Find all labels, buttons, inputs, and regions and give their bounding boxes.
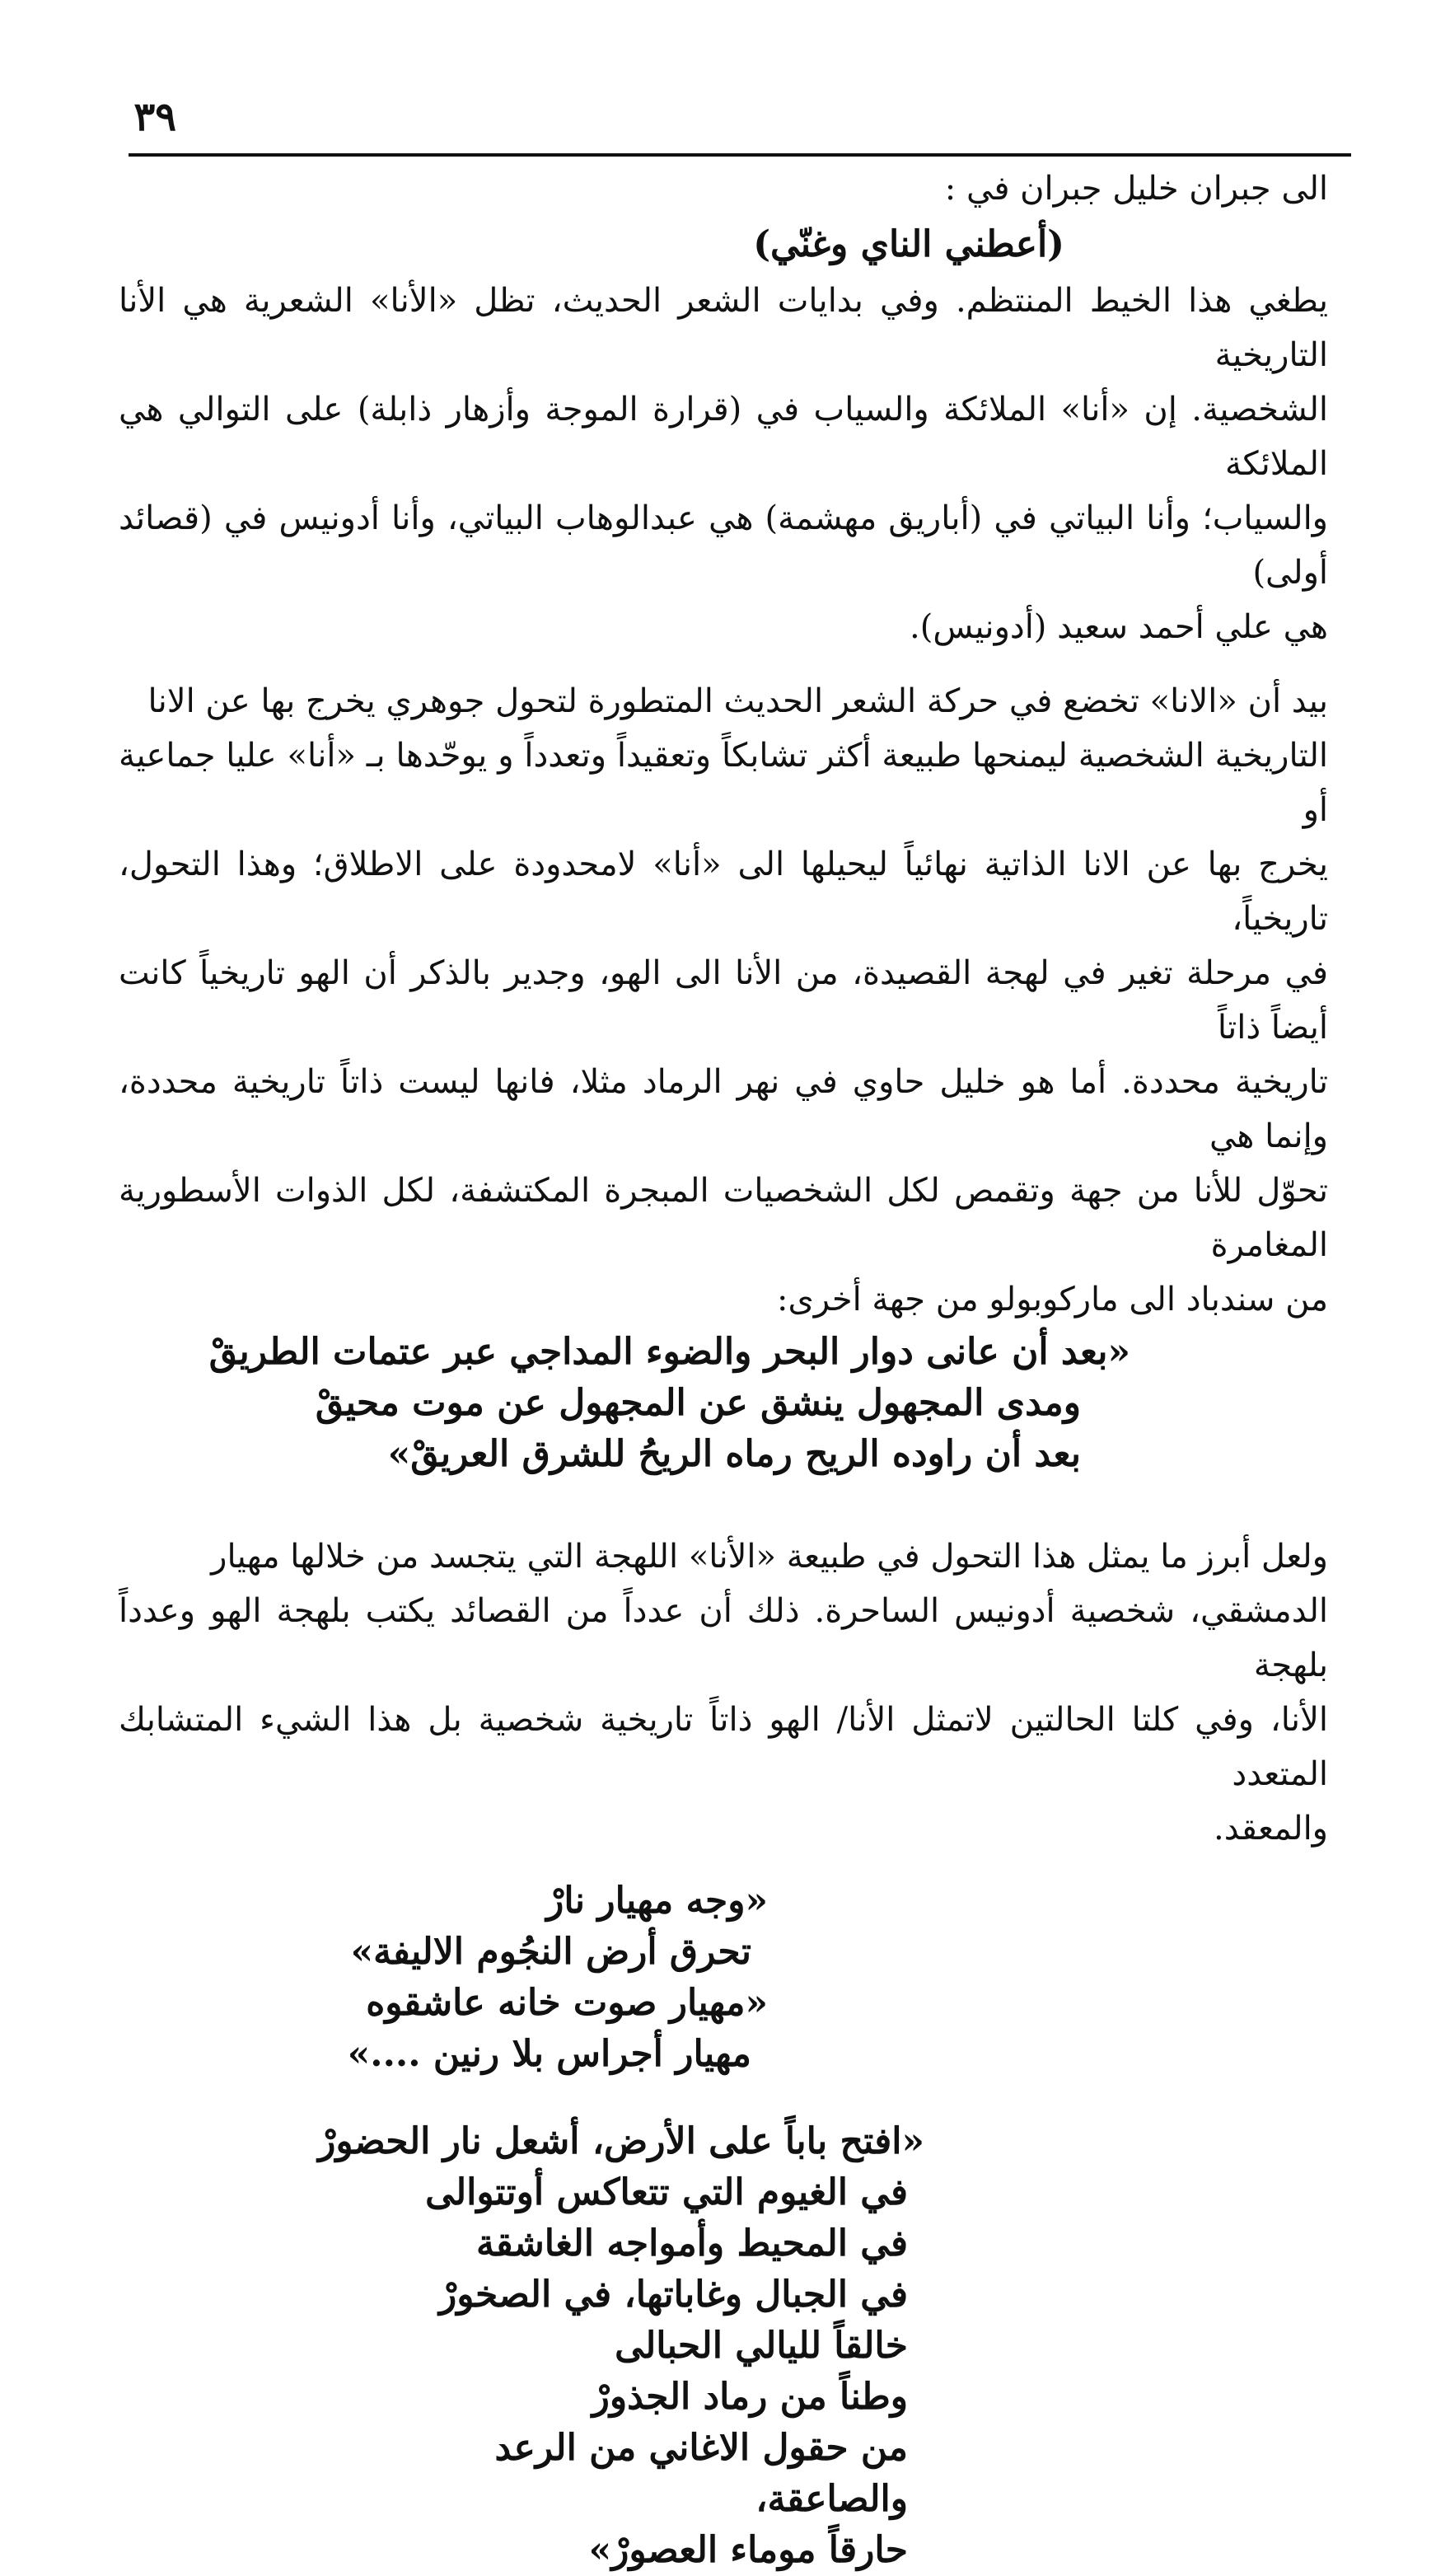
verse-line: في المحيط وأمواجه الغاشقة [476, 2222, 908, 2265]
verse-line: وطناً من رماد الجذورْ [592, 2376, 908, 2418]
spacer [119, 654, 1328, 674]
verse-line: من حقول الاغاني من الرعد [494, 2427, 908, 2469]
poem-block-2 [119, 1876, 1328, 2080]
paragraph-line: في مرحلة تغير في لهجة القصيدة، من الأنا الى الهو، وجدير بالذكر أن الهو تاريخياً كانت أيضاً ذاتاً [119, 954, 1328, 1047]
paragraph-1 [119, 274, 1328, 654]
paragraph-line: يخرج بها عن الانا الذاتية نهائياً ليحيلها الى «أنا» لامحدودة على الاطلاق؛ وهذا التحول، تاريخياً، [119, 845, 1328, 938]
verse-line: بعد أن راوده الريح رماه الريحُ للشرق العريقْ» [387, 1433, 1081, 1475]
paragraph-line: من سندباد الى ماركوبولو من جهة أخرى: [777, 1281, 1328, 1318]
page-content [119, 162, 1328, 2576]
spacer [119, 1480, 1328, 1529]
paragraph-line: التاريخية الشخصية ليمنحها طبيعة أكثر تشابكاً وتعقيداً وتعدداً و يوحّدها بـ «أنا» عليا جماعية أو [119, 737, 1328, 829]
verse-line: ومدى المجهول ينشق عن المجهول عن موت محيقْ [315, 1382, 1081, 1424]
paragraph-line: الشخصية. إن «أنا» الملائكة والسياب في (قرارة الموجة وأزهار ذابلة) على التوالي هي الملائكة [119, 391, 1328, 483]
spacer [119, 2080, 1328, 2116]
paragraph-2 [119, 674, 1328, 1327]
verse-line: تحرق أرض النجُوم الاليفة» [350, 1931, 751, 1973]
paragraph-line: تاريخية محددة. أما هو خليل حاوي في نهر الرماد مثلا، فانها ليست ذاتاً تاريخية محددة، وإنما هي [119, 1063, 1328, 1155]
paragraph-line: والمعقد. [1214, 1810, 1328, 1848]
poem-title: (أعطني الناي وغنّي) [753, 223, 1064, 265]
poem-block-3 [119, 2116, 1328, 2576]
verse-line: خالقاً لليالي الحبالى [615, 2325, 908, 2367]
paragraph-line: يطغي هذا الخيط المنتظم. وفي بدايات الشعر الحديث، تظل «الأنا» الشعرية هي الأنا التاريخية [119, 282, 1328, 374]
verse-line: «افتح باباً على الأرض، أشعل نار الحضورْ [318, 2120, 924, 2162]
verse-line: حارقاً موماء العصورْ» [588, 2529, 908, 2571]
verse-line: «بعد أن عانى دوار البحر والضوء المداجي عبر عتمات الطريقْ [208, 1331, 1130, 1373]
header-rule [129, 153, 1351, 157]
verse-line: والصاعقة، [755, 2478, 908, 2520]
paragraph-line: الأنا، وفي كلتا الحالتين لاتمثل الأنا/ الهو ذاتاً تاريخية شخصية بل هذا الشيء المتشابك المتعدد [119, 1701, 1328, 1793]
paragraph-line: بيد أن «الانا» تخضع في حركة الشعر الحديث المتطورة لتحول جوهري يخرج بها عن الانا [147, 682, 1328, 720]
poem-block-1 [119, 1327, 1328, 1480]
paragraph-line: تحوّل للأنا من جهة وتقمص لكل الشخصيات المبجرة المكتشفة، لكل الذوات الأسطورية المغامرة [119, 1172, 1328, 1264]
verse-line: في الجبال وغاباتها، في الصخورْ [439, 2274, 908, 2316]
page-number: ٣٩ [133, 94, 176, 140]
verse-line: في الغيوم التي تتعاكس أوتتوالى [425, 2171, 908, 2213]
verse-line: «مهيار صوت خانه عاشقوه [366, 1982, 768, 2024]
paragraph-line: ولعل أبرز ما يمثل هذا التحول في طبيعة «الأنا» اللهجة التي يتجسد من خلالها مهيار [211, 1538, 1328, 1576]
paragraph-line: الدمشقي، شخصية أدونيس الساحرة. ذلك أن عدداً من القصائد يكتب بلهجة الهو وعدداً بلهجة [119, 1592, 1328, 1684]
paragraph-line: هي علي أحمد سعيد (أدونيس). [910, 608, 1328, 646]
verse-line: «وجه مهيار نارْ [546, 1880, 768, 1922]
spacer [119, 1856, 1328, 1876]
paragraph-line: والسياب؛ وأنا البياتي في (أباريق مهشمة) هي عبدالوهاب البياتي، وأنا أدونيس في (قصائد أولى) [119, 499, 1328, 592]
verse-line: مهيار أجراس بلا رنين ....» [347, 2033, 751, 2075]
intro-line: الى جبران خليل جبران في : [944, 170, 1328, 208]
paragraph-3 [119, 1529, 1328, 1856]
